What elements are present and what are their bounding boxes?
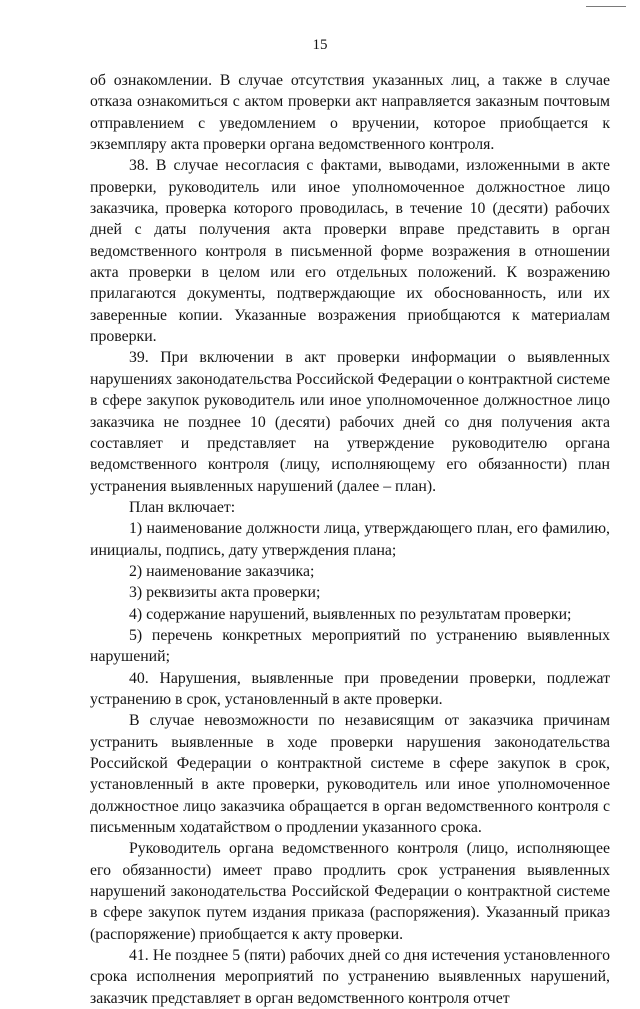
document-body (90, 70, 610, 1009)
list-item-plan-2: 2) наименование заказчика; (129, 562, 315, 580)
list-item-plan-3: 3) реквизиты акта проверки; (129, 584, 321, 602)
paragraph-item-41: 41. Не позднее 5 (пяти) рабочих дней со дня истечения установленного срока исполнения мероприятий по устранению выявленных нарушений, заказчик представляет в орган ведомственного контроля отчет (90, 947, 610, 1007)
paragraph-item-39: 39. При включении в акт проверки информации о выявленных нарушениях законодательства Российской Федерации о контрактной системе в сфере закупок руководитель или иное уполномоченное должностное лицо заказчика не позднее 10 (десяти) рабочих дней со дня получения акта составляет и представляет на утверждение руководителю органа ведомственного контроля (лицу, исполняющему его обязанности) план устранения выявленных нарушений (далее – план). (90, 349, 610, 495)
paragraph-item-40: 40. Нарушения, выявленные при проведении проверки, подлежат устранению в срок, установленный в акте проверки. (90, 669, 610, 708)
page-number: 15 (312, 37, 328, 53)
paragraph-item-38: 38. В случае несогласия с фактами, выводами, изложенными в акте проверки, руководитель или иное уполномоченное должностное лицо заказчика, проверка которого проводилась, в течение 10 (десяти) рабочих дней с даты получения акта проверки вправе представить в орган ведомственного контроля в письменной форме возражения в отношении акта проверки в целом или его отдельных положений. К возражению прилагаются документы, подтверждающие их обоснованность, или их заверенные копии. Указанные возражения приобщаются к материалам проверки. (90, 157, 610, 346)
paragraph-plan-includes: План включает: (129, 498, 236, 516)
list-item-plan-1: 1) наименование должности лица, утверждающего план, его фамилию, инициалы, подпись, дату утверждения плана; (90, 520, 610, 559)
paragraph-acquaintance-continuation: об ознакомлении. В случае отсутствия указанных лиц, а также в случае отказа ознакомиться с актом проверки акт направляется заказным почтовым отправлением с уведомлением о вручении, которое приобщается к экземпляру акта проверки органа ведомственного контроля. (90, 72, 610, 154)
paragraph-extension-request: В случае невозможности по независящим от заказчика причинам устранить выявленные в ходе проверки нарушения законодательства Российской Федерации о контрактной системе в сфере закупок в срок, установленный в акте проверки, руководитель или иное уполномоченное должностное лицо заказчика обращается в орган ведомственного контроля с письменным ходатайством о продлении указанного срока. (90, 712, 610, 837)
scan-edge-mark (586, 6, 626, 7)
list-item-plan-4: 4) содержание нарушений, выявленных по результатам проверки; (129, 605, 572, 623)
list-item-plan-5: 5) перечень конкретных мероприятий по устранению выявленных нарушений; (90, 626, 610, 666)
paragraph-extension-right: Руководитель органа ведомственного контроля (лицо, исполняющее его обязанности) имеет право продлить срок устранения выявленных нарушений законодательства Российской Федерации о контрактной системе в сфере закупок путем издания приказа (распоряжения). Указанный приказ (распоряжение) приобщается к акту проверки. (90, 840, 610, 943)
